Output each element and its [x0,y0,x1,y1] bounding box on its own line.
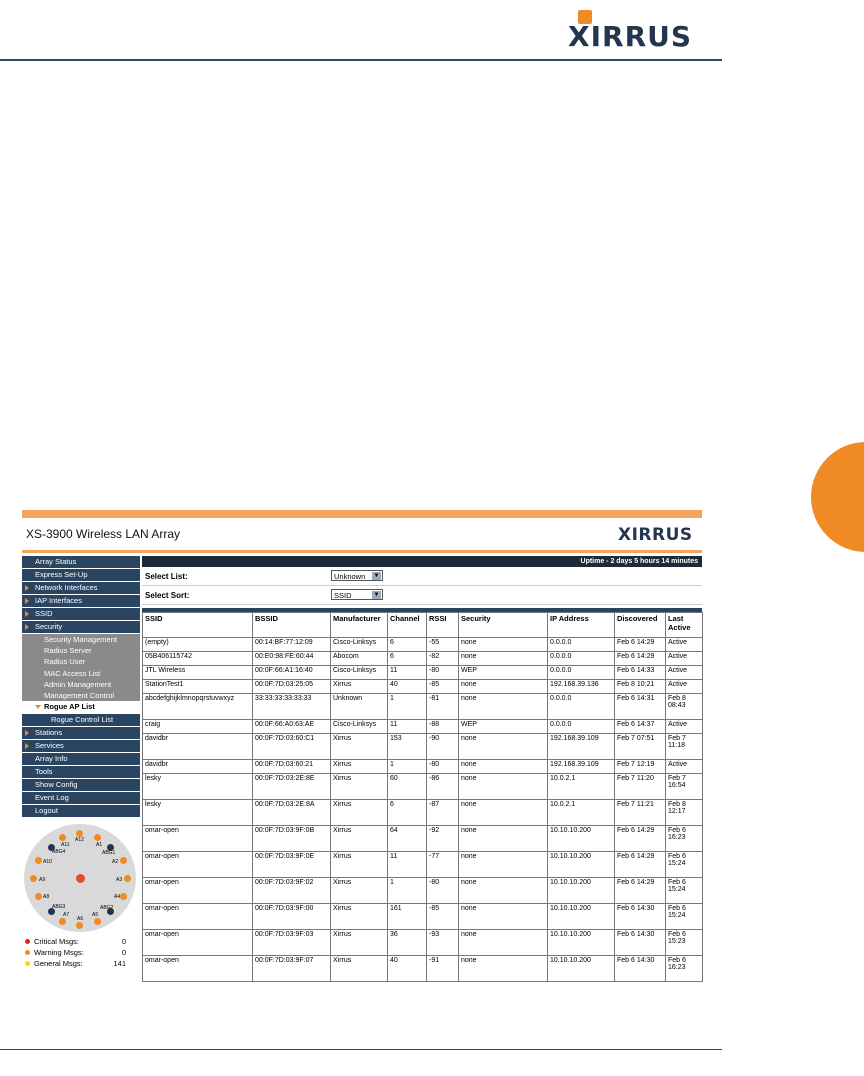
cell-discovered: Feb 6 14:29 [615,652,666,666]
cell-last-active: Feb 8 12:17 [666,800,703,826]
cell-security: none [459,878,548,904]
cell-manufacturer: Cisco-Linksys [331,720,388,734]
table-row[interactable] [143,734,703,760]
antenna-label: ABG4 [52,849,66,855]
cell-last-active: Feb 8 08:43 [666,694,703,720]
cell-rssi: -80 [427,760,459,774]
antenna-a7-icon [59,918,66,925]
cell-ssid: lesky [143,800,253,826]
cell-discovered: Feb 6 14:29 [615,878,666,904]
col-header-last-active[interactable]: Last Active [666,613,703,638]
table-row[interactable] [143,720,703,734]
sidebar-item-radius-server[interactable]: Radius Server [22,645,140,656]
sidebar-item-management-control[interactable]: Management Control [22,690,140,701]
sidebar-item-rogue-control-list[interactable]: Rogue Control List [22,714,140,727]
cell-ip-address: 192.168.39.109 [548,760,615,774]
msg-label: General Msgs: [34,959,83,968]
cell-ssid: (empty) [143,638,253,652]
select-list-dropdown[interactable] [331,570,383,581]
cell-ip-address: 10.10.10.200 [548,930,615,956]
antenna-a6-icon [76,922,83,929]
col-header-bssid[interactable]: BSSID [253,613,331,638]
cell-bssid: 00:0F:7D:03:9F:0E [253,852,331,878]
antenna-label: A11 [61,842,70,848]
cell-security: none [459,800,548,826]
cell-rssi: -85 [427,904,459,930]
cell-security: none [459,956,548,982]
footer-rule [0,1049,722,1050]
app-title: XS-3900 Wireless LAN Array [26,527,181,541]
cell-manufacturer: Xirrus [331,930,388,956]
cell-ssid: abcdefghijklmnopqrstuvwxyz [143,694,253,720]
antenna-a12-icon [76,830,83,837]
cell-security: none [459,930,548,956]
cell-ip-address: 0.0.0.0 [548,666,615,680]
cell-manufacturer: Unknown [331,694,388,720]
cell-security: none [459,852,548,878]
table-row[interactable] [143,956,703,982]
cell-channel: 6 [388,800,427,826]
cell-ip-address: 10.10.10.200 [548,904,615,930]
cell-discovered: Feb 6 14:33 [615,666,666,680]
sidebar-item-services[interactable]: Services [22,740,140,753]
cell-last-active: Active [666,760,703,774]
cell-ssid: omar-open [143,826,253,852]
header-rule [0,59,722,61]
web-ui-screenshot [22,510,702,996]
sidebar-item-security[interactable]: Security [22,621,140,634]
cell-last-active: Active [666,652,703,666]
sidebar-item-event-log[interactable]: Event Log [22,792,140,805]
col-header-ssid[interactable]: SSID [143,613,253,638]
cell-rssi: -86 [427,774,459,800]
title-rule [22,550,702,553]
cell-last-active: Active [666,666,703,680]
cell-bssid: 33:33:33:33:33:33 [253,694,331,720]
cell-ip-address: 10.0.2.1 [548,774,615,800]
sidebar-item-radius-user[interactable]: Radius User [22,656,140,667]
antenna-label: A2 [112,859,119,865]
xirrus-logo: XIRRUS [568,20,693,53]
cell-channel: 60 [388,774,427,800]
top-accent-bar [22,510,702,518]
cell-security: none [459,680,548,694]
cell-ssid: lesky [143,774,253,800]
table-row[interactable] [143,774,703,800]
cell-last-active: Feb 7 11:18 [666,734,703,760]
antenna-label: A8 [43,894,50,900]
cell-channel: 40 [388,680,427,694]
cell-ip-address: 192.168.39.109 [548,734,615,760]
cell-last-active: Active [666,638,703,652]
cell-ip-address: 10.0.2.1 [548,800,615,826]
col-header-discovered[interactable]: Discovered [615,613,666,638]
cell-discovered: Feb 6 14:30 [615,904,666,930]
cell-discovered: Feb 7 11:21 [615,800,666,826]
cell-manufacturer: Xirrus [331,826,388,852]
cell-ip-address: 10.10.10.200 [548,956,615,982]
cell-channel: 1 [388,694,427,720]
antenna-label: ABG3 [52,904,66,910]
cell-rssi: -77 [427,852,459,878]
cell-rssi: -55 [427,638,459,652]
cell-ip-address: 10.10.10.200 [548,852,615,878]
cell-ip-address: 0.0.0.0 [548,652,615,666]
sidebar-item-logout[interactable]: Logout [22,805,140,818]
cell-manufacturer: Xirrus [331,734,388,760]
select-list-label: Select List: [145,572,188,581]
antenna-a2-icon [120,857,127,864]
cell-ssid: omar-open [143,956,253,982]
cell-security: none [459,826,548,852]
sidebar-item-mac-access-list[interactable]: MAC Access List [22,668,140,679]
antenna-label: A1 [96,842,103,848]
cell-ssid: omar-open [143,904,253,930]
cell-channel: 6 [388,652,427,666]
antenna-a3-icon [124,875,131,882]
sidebar-item-admin-management[interactable]: Admin Management [22,679,140,690]
cell-ssid: omar-open [143,878,253,904]
table-row[interactable] [143,930,703,956]
table-row[interactable] [143,638,703,652]
cell-bssid: 00:0F:7D:03:60:C1 [253,734,331,760]
general-dot-icon [25,961,30,966]
sidebar-item-show-config[interactable]: Show Config [22,779,140,792]
cell-bssid: 00:0F:7D:03:9F:07 [253,956,331,982]
cell-security: none [459,652,548,666]
antenna-a10-icon [35,857,42,864]
select-sort-value: SSID [334,591,352,600]
table-header-row [143,613,703,638]
table-row[interactable] [143,652,703,666]
cell-ip-address: 10.10.10.200 [548,826,615,852]
cell-channel: 36 [388,930,427,956]
cell-discovered: Feb 8 10:21 [615,680,666,694]
cell-ssid: davidbr [143,760,253,774]
cell-discovered: Feb 6 14:30 [615,930,666,956]
table-row[interactable] [143,666,703,680]
cell-discovered: Feb 6 14:29 [615,638,666,652]
select-list-row [142,567,702,586]
cell-ssid: omar-open [143,852,253,878]
cell-channel: 153 [388,734,427,760]
cell-rssi: -80 [427,666,459,680]
msg-count: 141 [113,959,126,968]
table-row[interactable] [143,826,703,852]
cell-manufacturer: Xirrus [331,878,388,904]
cell-ip-address: 10.10.10.200 [548,878,615,904]
table-row[interactable] [143,904,703,930]
cell-rssi: -91 [427,956,459,982]
cell-bssid: 00:0F:7D:03:60:21 [253,760,331,774]
cell-manufacturer: Cisco-Linksys [331,638,388,652]
antenna-label: A5 [92,912,99,918]
antenna-label: A4 [114,894,121,900]
cell-security: none [459,760,548,774]
cell-security: none [459,734,548,760]
antenna-label: A10 [43,859,52,865]
warning-dot-icon [25,950,30,955]
cell-security: none [459,638,548,652]
cell-manufacturer: Xirrus [331,956,388,982]
message-counts [24,936,138,969]
chevron-down-icon[interactable]: ▼ [373,573,380,579]
select-sort-row [142,586,702,605]
cell-discovered: Feb 6 14:29 [615,852,666,878]
cell-last-active: Feb 6 16:23 [666,826,703,852]
sidebar-nav [22,556,140,818]
antenna-a11-icon [59,834,66,841]
col-header-rssi[interactable]: RSSI [427,613,459,638]
antenna-label: ABG1 [102,850,116,856]
cell-manufacturer: Xirrus [331,680,388,694]
cell-channel: 11 [388,852,427,878]
cell-bssid: 00:0F:7D:03:9F:03 [253,930,331,956]
col-header-channel[interactable]: Channel [388,613,427,638]
critical-msgs-row [24,936,138,947]
antenna-label: A9 [39,877,46,883]
cell-channel: 64 [388,826,427,852]
table-row[interactable] [143,680,703,694]
cell-manufacturer: Xirrus [331,800,388,826]
antenna-a5-icon [94,918,101,925]
cell-manufacturer: Cisco-Linksys [331,666,388,680]
sidebar-item-ssid[interactable]: SSID [22,608,140,621]
table-body [143,638,703,982]
antenna-a1-icon [94,834,101,841]
antenna-a8-icon [35,893,42,900]
cell-security: none [459,774,548,800]
cell-rssi: -90 [427,734,459,760]
cell-manufacturer: Xirrus [331,774,388,800]
cell-bssid: 00:0F:7D:03:9F:00 [253,904,331,930]
cell-ip-address: 0.0.0.0 [548,720,615,734]
cell-last-active: Active [666,680,703,694]
cell-discovered: Feb 7 11:20 [615,774,666,800]
cell-last-active: Active [666,720,703,734]
table-row[interactable] [143,852,703,878]
cell-rssi: -87 [427,800,459,826]
antenna-label: A6 [77,916,84,922]
cell-bssid: 00:0F:7D:03:2E:8E [253,774,331,800]
sidebar-item-array-status[interactable]: Array Status [22,556,140,569]
cell-bssid: 00:14:BF:77:12:09 [253,638,331,652]
sidebar-item-security-management[interactable]: Security Management [22,634,140,645]
cell-channel: 1 [388,760,427,774]
col-header-security[interactable]: Security [459,613,548,638]
cell-channel: 40 [388,956,427,982]
antenna-label: A7 [63,912,70,918]
cell-security: none [459,694,548,720]
antenna-a9-icon [30,875,37,882]
array-center-icon [76,874,85,883]
select-list-value: Unknown [334,572,366,581]
app-logo: XIRRUS [618,525,693,545]
general-msgs-row [24,958,138,969]
table-row[interactable] [143,694,703,720]
sidebar-item-array-info[interactable]: Array Info [22,753,140,766]
cell-last-active: Feb 7 16:54 [666,774,703,800]
cell-discovered: Feb 6 14:37 [615,720,666,734]
select-sort-dropdown[interactable] [331,589,383,600]
cell-bssid: 00:0F:7D:03:25:05 [253,680,331,694]
critical-dot-icon [25,939,30,944]
cell-discovered: Feb 6 14:30 [615,956,666,982]
cell-ssid: 05B406115742 [143,652,253,666]
msg-label: Critical Msgs: [34,937,80,946]
cell-last-active: Feb 6 15:24 [666,904,703,930]
cell-bssid: 00:E0:98:FE:60:44 [253,652,331,666]
cell-rssi: -81 [427,694,459,720]
cell-ssid: StationTest1 [143,680,253,694]
cell-channel: 11 [388,666,427,680]
cell-ssid: JTL Wireless [143,666,253,680]
cell-ip-address: 192.168.39.136 [548,680,615,694]
warning-msgs-row [24,947,138,958]
cell-bssid: 00:0F:66:A0:63:AE [253,720,331,734]
cell-bssid: 00:0F:7D:03:9F:02 [253,878,331,904]
cell-ssid: omar-open [143,930,253,956]
cell-rssi: -85 [427,680,459,694]
cell-rssi: -88 [427,720,459,734]
cell-rssi: -80 [427,878,459,904]
sidebar-item-express-setup[interactable]: Express Set-Up [22,569,140,582]
cell-ssid: craig [143,720,253,734]
cell-bssid: 00:0F:7D:03:2E:8A [253,800,331,826]
sidebar-item-network-interfaces[interactable]: Network Interfaces [22,582,140,595]
cell-channel: 1 [388,878,427,904]
antenna-label: A12 [75,837,84,843]
msg-label: Warning Msgs: [34,948,84,957]
cell-last-active: Feb 6 16:23 [666,956,703,982]
col-header-ip-address[interactable]: IP Address [548,613,615,638]
col-header-manufacturer[interactable]: Manufacturer [331,613,388,638]
msg-count: 0 [121,948,126,957]
cell-last-active: Feb 6 15:23 [666,930,703,956]
chevron-down-icon[interactable]: ▼ [373,592,380,598]
cell-bssid: 00:0F:7D:03:9F:0B [253,826,331,852]
cell-rssi: -93 [427,930,459,956]
cell-security: WEP [459,666,548,680]
cell-discovered: Feb 6 14:29 [615,826,666,852]
table-row[interactable] [143,878,703,904]
cell-security: WEP [459,720,548,734]
cell-discovered: Feb 7 12:19 [615,760,666,774]
select-sort-label: Select Sort: [145,591,190,600]
array-status-panel [22,822,140,988]
antenna-a4-icon [120,893,127,900]
msg-count: 0 [121,937,126,946]
cell-manufacturer: Xirrus [331,904,388,930]
table-row[interactable] [143,760,703,774]
sidebar-item-rogue-ap-list[interactable]: Rogue AP List [22,701,140,714]
table-row[interactable] [143,800,703,826]
cell-last-active: Feb 6 15:24 [666,878,703,904]
rogue-ap-table [142,612,703,982]
uptime-status: Uptime - 2 days 5 hours 14 minutes [142,556,702,567]
main-content [142,556,702,982]
cell-discovered: Feb 7 07:51 [615,734,666,760]
cell-manufacturer: Xirrus [331,760,388,774]
cell-security: none [459,904,548,930]
chapter-tab-marker [811,442,864,552]
cell-rssi: -92 [427,826,459,852]
cell-bssid: 00:0F:66:A1:16:40 [253,666,331,680]
cell-channel: 11 [388,720,427,734]
cell-manufacturer: Abocom [331,652,388,666]
cell-channel: 6 [388,638,427,652]
antenna-label: ABG2 [100,905,114,911]
cell-channel: 161 [388,904,427,930]
cell-rssi: -82 [427,652,459,666]
cell-manufacturer: Xirrus [331,852,388,878]
sidebar-item-stations[interactable]: Stations [22,727,140,740]
cell-last-active: Feb 6 15:24 [666,852,703,878]
array-diagram [24,824,136,932]
sidebar-item-tools[interactable]: Tools [22,766,140,779]
cell-ip-address: 0.0.0.0 [548,694,615,720]
sidebar-item-iap-interfaces[interactable]: IAP Interfaces [22,595,140,608]
antenna-label: A3 [116,877,123,883]
cell-ssid: davidbr [143,734,253,760]
cell-discovered: Feb 6 14:31 [615,694,666,720]
cell-ip-address: 0.0.0.0 [548,638,615,652]
